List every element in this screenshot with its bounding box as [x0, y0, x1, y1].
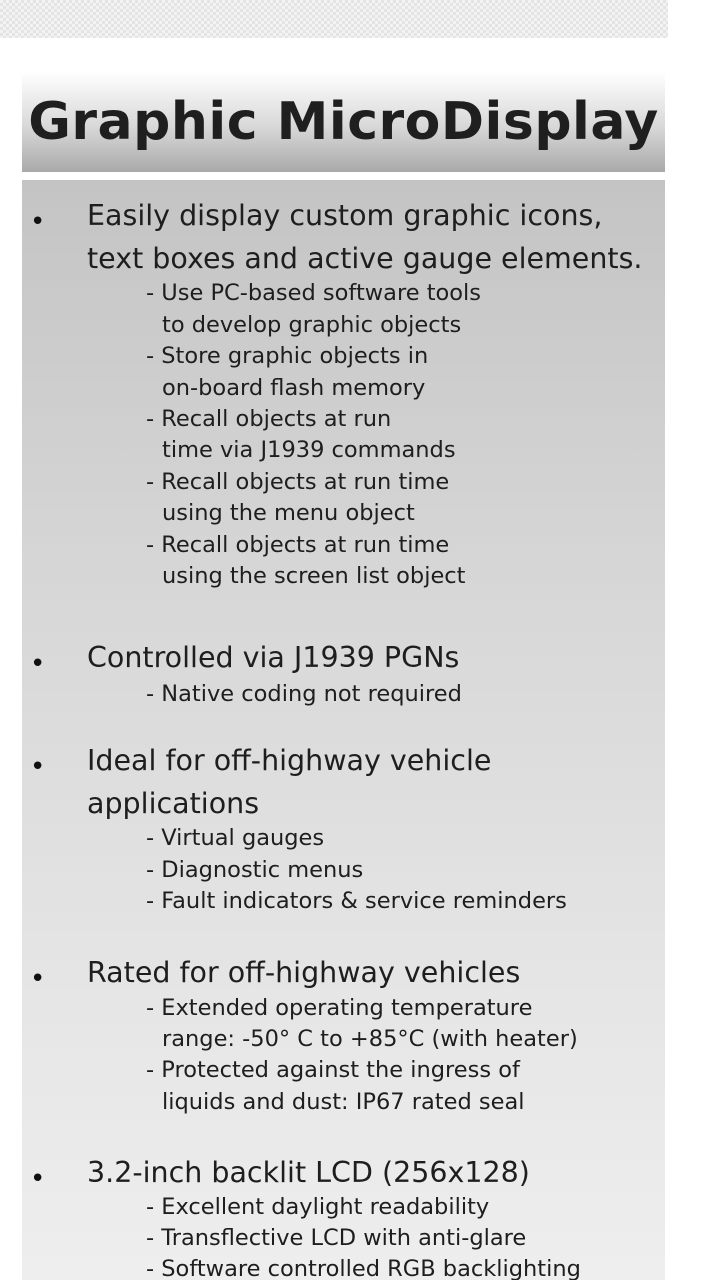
- section-heading-line: Controlled via J1939 PGNs: [87, 641, 460, 674]
- sub-item-line: - Fault indicators & service reminders: [146, 888, 567, 914]
- sub-item-line: - Protected against the ingress of: [146, 1057, 520, 1083]
- bullet-dot: •: [30, 1164, 46, 1194]
- sub-item-line: - Use PC-based software tools: [146, 280, 482, 306]
- sub-item-line: - Extended operating temperature: [146, 995, 533, 1021]
- bullet-dot: •: [30, 964, 46, 994]
- bullet-panel: [22, 180, 665, 1280]
- section-heading-line: applications: [87, 787, 260, 820]
- section-heading-line: Easily display custom graphic icons,: [87, 199, 603, 232]
- sub-item-line: - Virtual gauges: [146, 825, 325, 851]
- sub-item-line: - Recall objects at run time: [146, 469, 450, 495]
- section-heading-line: Rated for off-highway vehicles: [87, 956, 521, 989]
- sub-item-line: range: -50° C to +85°C (with heater): [162, 1026, 578, 1052]
- sub-item-line: on-board flash memory: [162, 375, 426, 401]
- sub-item-line: using the menu object: [162, 500, 415, 526]
- sub-item-line: - Recall objects at run: [146, 406, 392, 432]
- section-heading-line: text boxes and active gauge elements.: [87, 242, 643, 275]
- sub-item-line: - Diagnostic menus: [146, 857, 364, 883]
- bullet-dot: •: [30, 752, 46, 782]
- slide-title: Graphic MicroDisplay: [28, 92, 659, 152]
- top-pattern-strip: [0, 0, 668, 38]
- sub-item-line: - Recall objects at run time: [146, 532, 450, 558]
- bullet-dot: •: [30, 207, 46, 237]
- sub-item-line: - Native coding not required: [146, 681, 462, 707]
- section-heading-line: Ideal for off-highway vehicle: [87, 744, 492, 777]
- title-banner: [22, 72, 665, 172]
- sub-item-line: time via J1939 commands: [162, 437, 456, 463]
- sub-item-line: - Software controlled RGB backlighting: [146, 1256, 581, 1280]
- sub-item-line: - Store graphic objects in: [146, 343, 429, 369]
- sub-item-line: using the screen list object: [162, 563, 466, 589]
- sub-item-line: liquids and dust: IP67 rated seal: [162, 1089, 525, 1115]
- sub-item-line: to develop graphic objects: [162, 312, 462, 338]
- sub-item-line: - Transflective LCD with anti-glare: [146, 1225, 527, 1251]
- section-heading-line: 3.2-inch backlit LCD (256x128): [87, 1156, 530, 1189]
- sub-item-line: - Excellent daylight readability: [146, 1194, 490, 1220]
- bullet-dot: •: [30, 649, 46, 679]
